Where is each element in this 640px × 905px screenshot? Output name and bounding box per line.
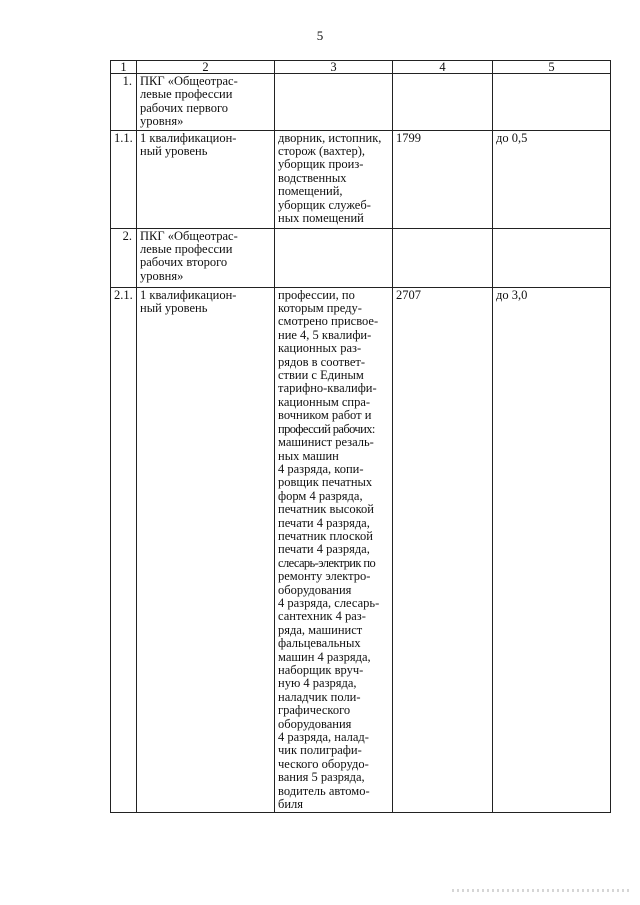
scan-artifact	[452, 889, 632, 892]
coefficient-value	[493, 228, 611, 287]
profession-line: ческого оборудо-	[278, 756, 369, 771]
profession-line: ровщик печатных	[278, 475, 373, 490]
profession-line: 4 разряда, налад-	[278, 730, 369, 745]
profession-line: наладчик поли-	[278, 689, 361, 704]
profession-line: оборудования	[278, 582, 352, 597]
coefficient-value	[493, 74, 611, 131]
group-name: ПКГ «Общеотрас- левые профессии рабочих второго уровня»	[137, 228, 275, 287]
qualification-level: 1 квалификацион- ный уровень	[137, 287, 275, 813]
table-row	[111, 74, 611, 131]
profession-line: профессий рабочих:	[278, 421, 375, 436]
profession-line: ремонту электро-	[278, 569, 371, 584]
profession-line: которым преду-	[278, 301, 362, 316]
profession-line: печати 4 разряда,	[278, 542, 370, 557]
profession-line: биля	[278, 797, 304, 812]
profession-line: ную 4 разряда,	[278, 676, 357, 691]
table-header-row	[111, 61, 611, 74]
coefficient-value: до 0,5	[493, 130, 611, 228]
profession-line: печатник плоской	[278, 528, 373, 543]
profession-line: вания 5 разряда,	[278, 770, 365, 785]
salary-value: 1799	[393, 130, 493, 228]
salary-table	[110, 60, 611, 813]
profession-line: ствии с Единым	[278, 368, 364, 383]
header-cell-2: 2	[137, 61, 275, 74]
row-number: 1.	[111, 74, 137, 131]
row-number: 2.	[111, 228, 137, 287]
profession-line: рядов в соответ-	[278, 354, 366, 369]
salary-value	[393, 74, 493, 131]
profession-line: наборщик вруч-	[278, 663, 364, 677]
profession-line: печати 4 разряда,	[278, 515, 370, 530]
profession-line: форм 4 разряда,	[278, 488, 363, 503]
profession-line: ных машин	[278, 448, 339, 463]
header-cell-5: 5	[493, 61, 611, 74]
profession-line: фальцевальных	[278, 636, 361, 651]
profession-line: смотрено присвое-	[278, 314, 379, 329]
profession-line: кационных раз-	[278, 341, 362, 356]
profession-line: машинист резаль-	[278, 435, 374, 450]
profession-line: водитель автомо-	[278, 783, 370, 798]
profession-line: графического	[278, 703, 351, 718]
group-name: ПКГ «Общеотрас- левые профессии рабочих первого уровня»	[137, 74, 275, 131]
header-cell-4: 4	[393, 61, 493, 74]
profession-line: 4 разряда, слесарь-	[278, 595, 380, 610]
table-row	[111, 287, 611, 813]
profession-list	[275, 228, 393, 287]
table-row	[111, 228, 611, 287]
qualification-level: 1 квалификацион- ный уровень	[137, 130, 275, 228]
profession-line: печатник высокой	[278, 502, 374, 517]
coefficient-value: до 3,0	[493, 287, 611, 813]
profession-line: 4 разряда, копи-	[278, 461, 364, 476]
profession-list	[275, 287, 393, 813]
profession-line: тарифно-квалифи-	[278, 381, 377, 396]
profession-line: машин 4 разряда,	[278, 649, 371, 664]
profession-line: вочником работ и	[278, 408, 372, 423]
profession-line: оборудования	[278, 716, 352, 731]
profession-list	[275, 74, 393, 131]
table-row	[111, 130, 611, 228]
profession-line: чик полиграфи-	[278, 743, 362, 758]
salary-value: 2707	[393, 287, 493, 813]
header-cell-3: 3	[275, 61, 393, 74]
profession-line: кационным спра-	[278, 394, 371, 409]
profession-line: сантехник 4 раз-	[278, 609, 366, 624]
salary-value	[393, 228, 493, 287]
page-number: 5	[316, 28, 324, 43]
row-number: 2.1.	[111, 287, 137, 813]
profession-line: профессии, по	[278, 287, 355, 302]
row-number: 1.1.	[111, 130, 137, 228]
profession-list: дворник, истопник, сторож (вахтер), уборщик произ- водственных помещений, уборщик служеб- ных помещений	[275, 130, 393, 228]
profession-line: слесарь-электрик по	[278, 555, 376, 570]
profession-line: ряда, машинист	[278, 622, 363, 637]
profession-line: ние 4, 5 квалифи-	[278, 327, 372, 342]
header-cell-1: 1	[111, 61, 137, 74]
